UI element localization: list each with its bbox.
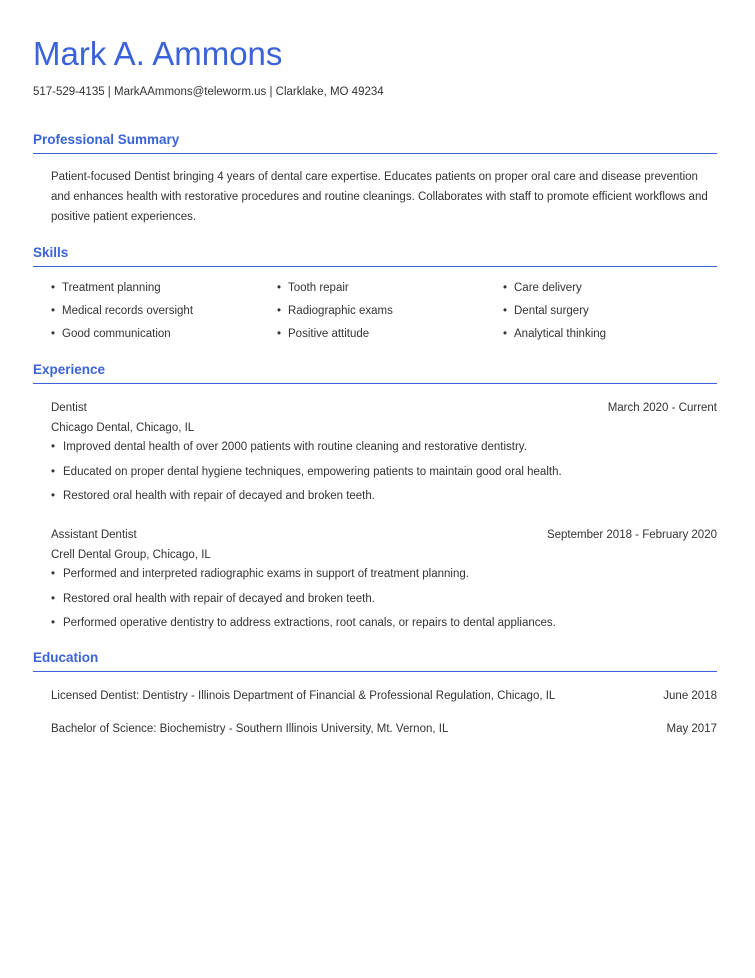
skill-item: • Care delivery bbox=[503, 279, 703, 297]
job-role: Dentist bbox=[51, 402, 87, 414]
job-entry bbox=[51, 525, 717, 632]
job-bullet: • Educated on proper dental hygiene techniques, empowering patients to maintain good oral health. bbox=[51, 463, 717, 481]
job-bullet: • Improved dental health of over 2000 patients with routine cleaning and restorative dentistry. bbox=[51, 438, 717, 456]
education-date: June 2018 bbox=[663, 690, 717, 702]
skill-item: • Medical records oversight bbox=[51, 302, 277, 320]
experience-heading: Experience bbox=[33, 361, 717, 384]
summary-text: Patient-focused Dentist bringing 4 years of dental care expertise. Educates patients on proper oral care and disease prevention and enhances health with restorative procedures and routine cleanings. Collaborates with staff to promote efficient workflows and positive patient experiences. bbox=[51, 171, 708, 223]
job-company: Crell Dental Group, Chicago, IL bbox=[51, 549, 211, 561]
education-heading: Education bbox=[33, 649, 717, 672]
skill-item: • Tooth repair bbox=[277, 279, 503, 297]
job-bullet: • Restored oral health with repair of decayed and broken teeth. bbox=[51, 487, 717, 505]
contact-line: 517-529-4135 | MarkAAmmons@teleworm.us | Clarklake, MO 49234 bbox=[33, 86, 384, 98]
education-entry bbox=[51, 720, 717, 738]
summary-heading: Professional Summary bbox=[33, 131, 717, 154]
candidate-name: Mark A. Ammons bbox=[33, 35, 283, 72]
job-dates: March 2020 - Current bbox=[607, 402, 717, 414]
job-company: Chicago Dental, Chicago, IL bbox=[51, 422, 195, 434]
job-bullet: • Restored oral health with repair of decayed and broken teeth. bbox=[51, 590, 717, 608]
education-entry bbox=[51, 687, 717, 705]
skill-item: • Radiographic exams bbox=[277, 302, 503, 320]
job-role: Assistant Dentist bbox=[51, 529, 137, 541]
skill-item: • Good communication bbox=[51, 325, 277, 343]
skills-heading: Skills bbox=[33, 244, 717, 267]
skill-item: • Treatment planning bbox=[51, 279, 277, 297]
job-dates: September 2018 - February 2020 bbox=[546, 529, 717, 541]
skills-list bbox=[51, 279, 717, 343]
education-degree: Bachelor of Science: Biochemistry - Southern Illinois University, Mt. Vernon, IL bbox=[51, 723, 449, 735]
job-entry bbox=[51, 398, 717, 505]
job-bullets bbox=[51, 438, 717, 505]
skill-item: • Positive attitude bbox=[277, 325, 503, 343]
education-date: May 2017 bbox=[666, 723, 717, 735]
skill-item: • Analytical thinking bbox=[503, 325, 703, 343]
job-bullet: • Performed and interpreted radiographic exams in support of treatment planning. bbox=[51, 565, 717, 583]
job-bullet: • Performed operative dentistry to address extractions, root canals, or repairs to dental appliances. bbox=[51, 614, 717, 632]
skill-item: • Dental surgery bbox=[503, 302, 703, 320]
job-bullets bbox=[51, 565, 717, 632]
education-degree: Licensed Dentist: Dentistry - Illinois Department of Financial & Professional Regulation, Chicago, IL bbox=[51, 690, 556, 702]
